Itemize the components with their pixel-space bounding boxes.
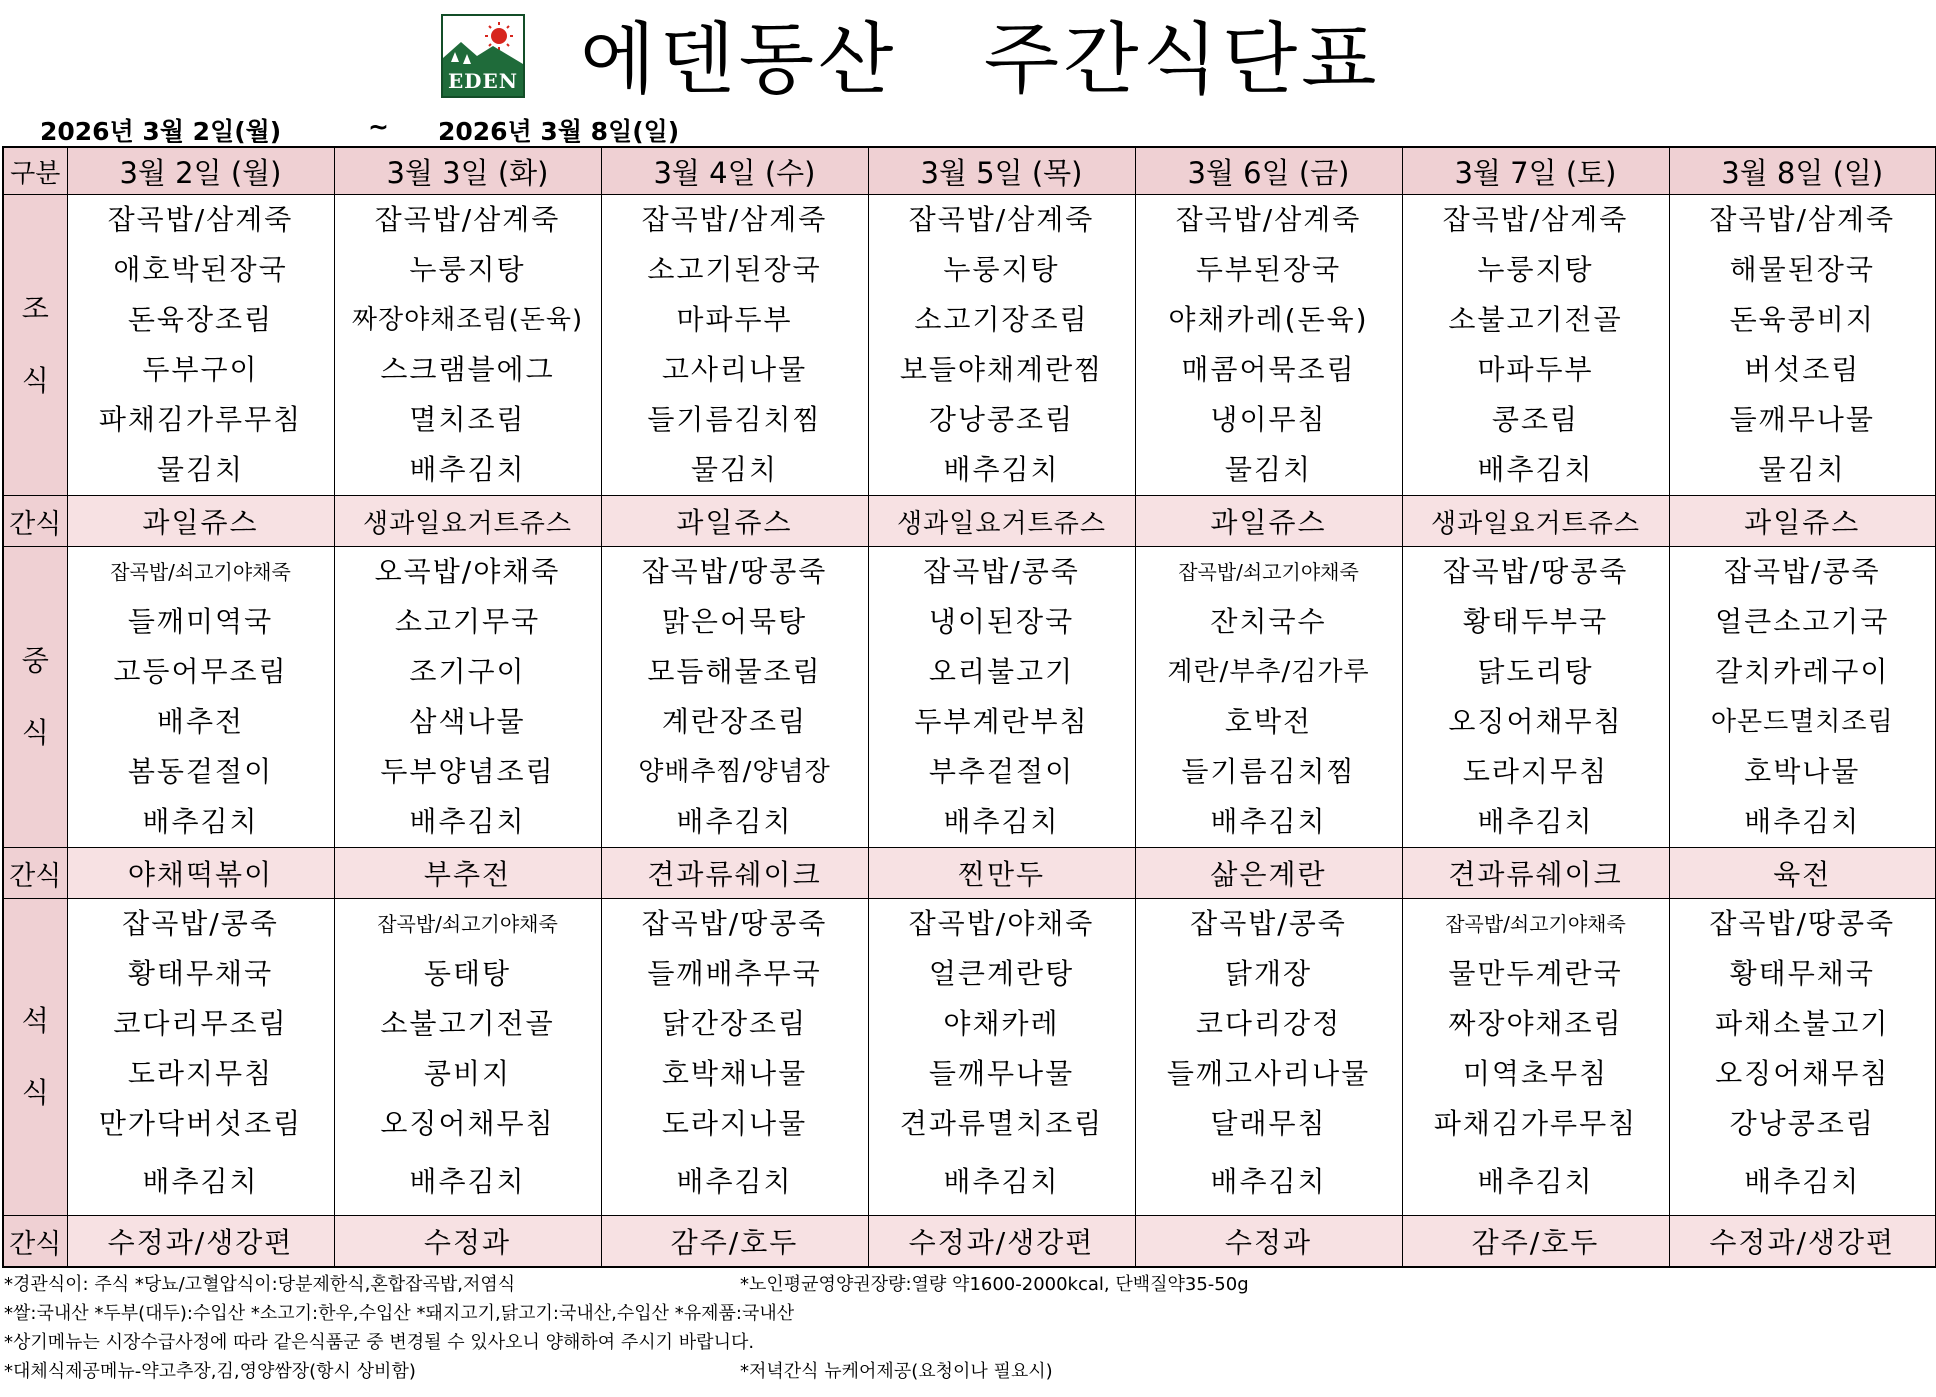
menu-item: 얼큰소고기국 (1715, 605, 1890, 638)
menu-item: 계란/부추/김가루 (1167, 657, 1370, 687)
menu-item: 들기름김치찜 (1181, 755, 1356, 788)
menu-item: 배추전 (156, 705, 245, 738)
note-line (4, 1328, 1934, 1357)
menu-item: 잡곡밥/땅콩죽 (641, 907, 828, 940)
snack-cell: 수정과/생강편 (67, 1216, 334, 1268)
menu-item: 콩비지 (423, 1057, 512, 1090)
snack-cell: 수정과 (1135, 1216, 1402, 1268)
lunch-label-char: 식 (21, 716, 49, 749)
menu-item: 잡곡밥/콩죽 (1723, 555, 1881, 588)
menu-item: 잡곡밥/삼계죽 (1442, 203, 1629, 236)
snack-cell: 부추전 (334, 848, 601, 899)
menu-item: 들깨무나물 (1729, 403, 1875, 436)
breakfast-cell (334, 195, 601, 496)
eden-logo (441, 14, 525, 98)
day-header: 3월 4일 (수) (601, 147, 868, 195)
menu-item: 잡곡밥/삼계죽 (107, 203, 294, 236)
menu-item: 스크램블에그 (380, 353, 555, 386)
dinner-row (3, 899, 1936, 1216)
breakfast-label (3, 195, 67, 496)
menu-item: 배추김치 (409, 1165, 526, 1198)
menu-item: 해물된장국 (1729, 253, 1875, 286)
dinner-label (3, 899, 67, 1216)
menu-item: 모듬해물조림 (647, 655, 822, 688)
menu-item: 계란장조림 (661, 705, 808, 738)
menu-item: 소불고기전골 (380, 1007, 555, 1040)
menu-item: 애호박된장국 (113, 253, 288, 286)
menu-item: 오리불고기 (928, 655, 1075, 688)
table-header-row (3, 147, 1936, 195)
menu-item: 잡곡밥/땅콩죽 (1442, 555, 1629, 588)
snack-cell: 수정과/생강편 (1669, 1216, 1936, 1268)
dinner-cell (1135, 899, 1402, 1216)
menu-item: 누룽지탕 (943, 253, 1060, 286)
menu-item: 잡곡밥/쇠고기야채죽 (1445, 912, 1626, 936)
menu-item: 만가닥버섯조림 (98, 1107, 303, 1140)
menu-item: 닭간장조림 (661, 1007, 808, 1040)
menu-item: 배추김치 (676, 1165, 793, 1198)
day-header: 3월 3일 (화) (334, 147, 601, 195)
menu-item: 들깨미역국 (127, 605, 274, 638)
menu-item: 삼색나물 (409, 705, 526, 738)
snack-cell: 생과일요거트쥬스 (1402, 496, 1669, 547)
menu-item: 잡곡밥/쇠고기야채죽 (377, 912, 558, 936)
menu-item: 잡곡밥/삼계죽 (641, 203, 828, 236)
menu-item: 마파두부 (676, 303, 793, 336)
menu-item: 동태탕 (423, 957, 512, 990)
dinner-cell (1669, 899, 1936, 1216)
menu-item: 파채김가루무침 (98, 403, 303, 436)
note-line (4, 1299, 1934, 1328)
lunch-cell (1402, 547, 1669, 848)
lunch-label (3, 547, 67, 848)
menu-item: 배추김치 (943, 1165, 1060, 1198)
menu-item: 소고기된장국 (647, 253, 822, 286)
menu-item: 배추김치 (1210, 1165, 1327, 1198)
lunch-cell (67, 547, 334, 848)
breakfast-cell (1135, 195, 1402, 496)
menu-item: 배추김치 (1477, 805, 1594, 838)
menu-item: 들기름김치찜 (647, 403, 822, 436)
menu-item: 소고기장조림 (914, 303, 1089, 336)
menu-item: 야채카레 (943, 1007, 1060, 1040)
menu-item: 코다리무조림 (113, 1007, 288, 1040)
snack-cell: 야채떡볶이 (67, 848, 334, 899)
menu-item: 배추김치 (1477, 453, 1594, 486)
dinner-cell (1402, 899, 1669, 1216)
lunch-cell (334, 547, 601, 848)
breakfast-label-char: 조 (21, 292, 49, 325)
menu-item: 닭도리탕 (1477, 655, 1594, 688)
lunch-cell (868, 547, 1135, 848)
menu-item: 물김치 (156, 453, 245, 486)
menu-item: 소불고기전골 (1448, 303, 1623, 336)
snack-cell: 감주/호두 (1402, 1216, 1669, 1268)
menu-item: 잡곡밥/쇠고기야채죽 (110, 560, 291, 584)
dinner-cell (868, 899, 1135, 1216)
menu-item: 배추김치 (1744, 1165, 1861, 1198)
menu-item: 야채카레(돈육) (1168, 303, 1369, 336)
menu-item: 멸치조림 (409, 403, 526, 436)
snack-label: 간식 (3, 848, 67, 899)
menu-item: 배추김치 (142, 805, 259, 838)
menu-item: 황태두부국 (1462, 605, 1609, 638)
snack-cell: 수정과 (334, 1216, 601, 1268)
note-text: *경관식이: 주식 *당뇨/고혈압식이:당분제한식,혼합잡곡밥,저염식 (4, 1274, 516, 1295)
day-header: 3월 8일 (일) (1669, 147, 1936, 195)
menu-item: 황태무채국 (127, 957, 274, 990)
note-text: *상기메뉴는 시장수급사정에 따라 같은식품군 중 변경될 수 있사오니 양해하여 주시기 바랍니다. (4, 1332, 755, 1353)
dinner-cell (601, 899, 868, 1216)
menu-item: 달래무침 (1210, 1107, 1327, 1140)
menu-item: 양배추찜/양념장 (638, 757, 831, 787)
menu-item: 들깨배추무국 (647, 957, 822, 990)
menu-item: 소고기무국 (394, 605, 541, 638)
gubun-header: 구분 (3, 147, 67, 195)
menu-item: 미역초무침 (1462, 1057, 1609, 1090)
lunch-cell (601, 547, 868, 848)
menu-item: 버섯조림 (1744, 353, 1861, 386)
menu-item: 오곡밥/야채죽 (374, 555, 561, 588)
menu-item: 배추김치 (943, 805, 1060, 838)
menu-item: 배추김치 (1477, 1165, 1594, 1198)
menu-item: 도라지무침 (1462, 755, 1609, 788)
snack-cell: 과일쥬스 (1669, 496, 1936, 547)
menu-item: 보들야채계란찜 (899, 353, 1104, 386)
menu-item: 배추김치 (676, 805, 793, 838)
menu-item: 물만두계란국 (1448, 957, 1623, 990)
menu-item: 갈치카레구이 (1715, 655, 1890, 688)
menu-item: 닭개장 (1224, 957, 1313, 990)
menu-item: 물김치 (1758, 453, 1846, 486)
note-text: *대체식제공메뉴-약고추장,김,영양쌈장(항시 상비함) (4, 1361, 416, 1382)
menu-item: 배추김치 (142, 1165, 259, 1198)
menu-item: 돈육콩비지 (1729, 303, 1875, 336)
footnotes (4, 1270, 1934, 1386)
menu-item: 잡곡밥/땅콩죽 (641, 555, 828, 588)
breakfast-label-char: 식 (21, 364, 49, 397)
lunch-cell (1135, 547, 1402, 848)
dinner-label-char: 석 (21, 1004, 49, 1037)
menu-item: 냉이무침 (1210, 403, 1327, 436)
menu-item: 잡곡밥/콩죽 (122, 907, 279, 940)
snack-cell: 과일쥬스 (1135, 496, 1402, 547)
snack-cell: 과일쥬스 (67, 496, 334, 547)
date-start: 2026년 3월 2일(월) (40, 117, 282, 146)
menu-item: 강낭콩조림 (1729, 1107, 1875, 1140)
snack-cell: 견과류쉐이크 (601, 848, 868, 899)
day-header: 3월 6일 (금) (1135, 147, 1402, 195)
menu-item: 잔치국수 (1210, 605, 1327, 638)
dinner-label-char: 식 (21, 1076, 49, 1109)
menu-item: 강낭콩조림 (928, 403, 1075, 436)
weekly-menu-table (2, 146, 1936, 1268)
menu-item: 오징어채무침 (380, 1107, 555, 1140)
snack-cell: 찐만두 (868, 848, 1135, 899)
menu-item: 물김치 (690, 453, 779, 486)
snack-label: 간식 (3, 496, 67, 547)
note-text: *쌀:국내산 *두부(대두):수입산 *소고기:한우,수입산 *돼지고기,닭고기:국내산,수입산 *유제품:국내산 (4, 1303, 795, 1324)
menu-item: 도라지무침 (127, 1057, 274, 1090)
lunch-label-char: 중 (21, 644, 49, 677)
snack-cell: 감주/호두 (601, 1216, 868, 1268)
menu-item: 콩조림 (1491, 403, 1580, 436)
menu-item: 두부된장국 (1195, 253, 1342, 286)
snack-row-morning (3, 496, 1936, 547)
menu-item: 고사리나물 (661, 353, 808, 386)
menu-item: 누룽지탕 (409, 253, 526, 286)
menu-item: 들깨무나물 (928, 1057, 1075, 1090)
breakfast-row (3, 195, 1936, 496)
snack-row-afternoon (3, 848, 1936, 899)
menu-item: 코다리강정 (1195, 1007, 1342, 1040)
menu-item: 조기구이 (409, 655, 526, 688)
menu-item: 봄동겉절이 (127, 755, 274, 788)
dinner-cell (334, 899, 601, 1216)
breakfast-cell (1669, 195, 1936, 496)
menu-item: 잡곡밥/삼계죽 (374, 203, 561, 236)
menu-item: 두부계란부침 (914, 705, 1089, 738)
snack-cell: 견과류쉐이크 (1402, 848, 1669, 899)
day-header: 3월 7일 (토) (1402, 147, 1669, 195)
breakfast-cell (1402, 195, 1669, 496)
breakfast-cell (67, 195, 334, 496)
menu-item: 얼큰계란탕 (928, 957, 1075, 990)
menu-item: 짜장야채조림 (1448, 1007, 1623, 1040)
menu-item: 호박전 (1224, 705, 1313, 738)
menu-item: 잡곡밥/콩죽 (923, 555, 1080, 588)
menu-item: 두부구이 (142, 353, 259, 386)
menu-item: 잡곡밥/삼계죽 (1709, 203, 1896, 236)
dinner-cell (67, 899, 334, 1216)
menu-item: 오징어채무침 (1448, 705, 1623, 738)
menu-item: 누룽지탕 (1477, 253, 1594, 286)
menu-item: 마파두부 (1477, 353, 1594, 386)
menu-item: 돈육장조림 (127, 303, 274, 336)
menu-item: 두부양념조림 (380, 755, 555, 788)
menu-item: 오징어채무침 (1715, 1057, 1890, 1090)
menu-item: 호박나물 (1744, 755, 1861, 788)
note-text: *저녁간식 뉴케어제공(요청이나 필요시) (740, 1361, 1053, 1382)
menu-item: 배추김치 (409, 453, 526, 486)
date-end: 2026년 3월 8일(일) (438, 117, 680, 146)
logo-text: EDEN (447, 69, 519, 93)
menu-item: 고등어무조림 (113, 655, 288, 688)
menu-item: 들깨고사리나물 (1166, 1057, 1371, 1090)
snack-cell: 육전 (1669, 848, 1936, 899)
date-separator: ~ (368, 112, 389, 141)
snack-label: 간식 (3, 1216, 67, 1268)
lunch-cell (1669, 547, 1936, 848)
snack-row-evening (3, 1216, 1936, 1268)
menu-item: 짜장야채조림(돈육) (351, 305, 584, 335)
page-header (0, 0, 1936, 110)
menu-item: 배추김치 (1210, 805, 1327, 838)
menu-item: 잡곡밥/야채죽 (908, 907, 1095, 940)
menu-item: 잡곡밥/콩죽 (1190, 907, 1347, 940)
snack-cell: 과일쥬스 (601, 496, 868, 547)
menu-item: 물김치 (1224, 453, 1313, 486)
menu-item: 배추김치 (1744, 805, 1861, 838)
menu-item: 맑은어묵탕 (661, 605, 808, 638)
menu-item: 잡곡밥/삼계죽 (1175, 203, 1362, 236)
menu-item: 배추김치 (409, 805, 526, 838)
menu-item: 매콤어묵조림 (1181, 353, 1356, 386)
menu-item: 부추겉절이 (928, 755, 1075, 788)
page-title: 에덴동산 주간식단표 (580, 15, 1381, 105)
menu-item: 잡곡밥/땅콩죽 (1709, 907, 1896, 940)
day-header: 3월 2일 (월) (67, 147, 334, 195)
lunch-row (3, 547, 1936, 848)
menu-item: 냉이된장국 (928, 605, 1075, 638)
breakfast-cell (868, 195, 1135, 496)
snack-cell: 수정과/생강편 (868, 1216, 1135, 1268)
day-header: 3월 5일 (목) (868, 147, 1135, 195)
note-line (4, 1270, 1934, 1299)
menu-item: 파채소불고기 (1715, 1007, 1890, 1040)
menu-item: 도라지나물 (661, 1107, 808, 1140)
menu-item: 파채김가루무침 (1433, 1107, 1638, 1140)
snack-cell: 생과일요거트쥬스 (334, 496, 601, 547)
snack-cell: 생과일요거트쥬스 (868, 496, 1135, 547)
menu-item: 잡곡밥/쇠고기야채죽 (1178, 560, 1359, 584)
snack-cell: 삶은계란 (1135, 848, 1402, 899)
menu-item: 황태무채국 (1729, 957, 1875, 990)
breakfast-cell (601, 195, 868, 496)
menu-item: 호박채나물 (661, 1057, 808, 1090)
menu-item: 잡곡밥/삼계죽 (908, 203, 1095, 236)
note-text: *노인평균영양권장량:열량 약1600-2000kcal, 단백질약35-50g (740, 1274, 1249, 1295)
menu-item: 아몬드멸치조림 (1710, 707, 1894, 737)
menu-item: 배추김치 (943, 453, 1060, 486)
note-line (4, 1357, 1934, 1386)
menu-item: 견과류멸치조림 (899, 1107, 1104, 1140)
